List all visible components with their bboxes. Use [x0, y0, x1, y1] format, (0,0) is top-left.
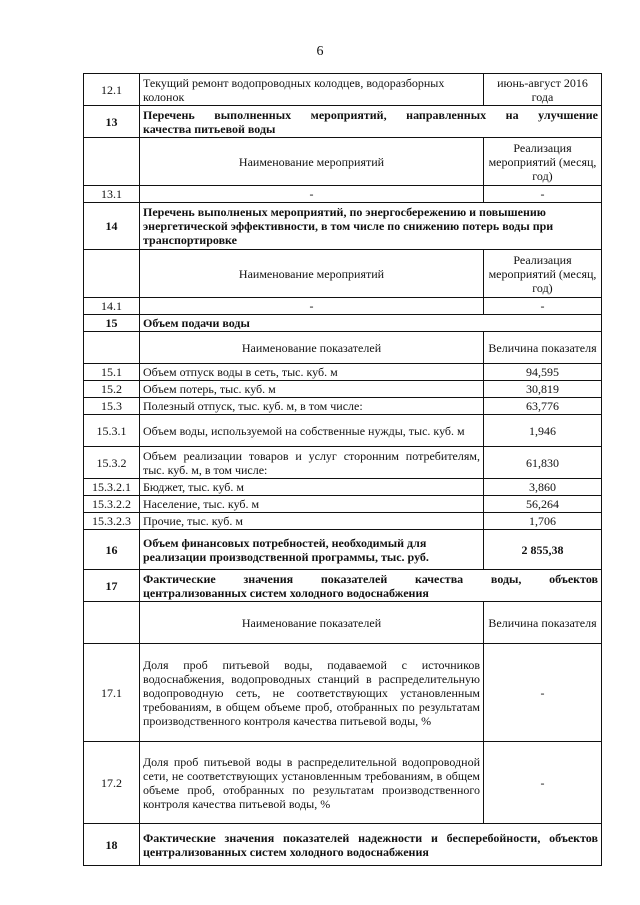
column-header: Реализация мероприятий (месяц, год): [484, 250, 602, 298]
row-number: 17.2: [84, 742, 140, 824]
table-row: [84, 742, 602, 824]
column-header: Величина показателя: [484, 332, 602, 364]
row-number: 15.3.1: [84, 415, 140, 447]
page-number: 6: [316, 44, 324, 59]
row-value: -: [484, 186, 602, 203]
section-header-row: [84, 824, 602, 866]
section-number: 17: [84, 570, 140, 602]
column-header: Наименование мероприятий: [140, 250, 484, 298]
table-row: [84, 364, 602, 381]
row-text: -: [140, 298, 484, 315]
row-text: Объем воды, используемой на собственные нужды, тыс. куб. м: [140, 415, 484, 447]
section-number: 13: [84, 106, 140, 138]
row-number: 16: [84, 530, 140, 570]
table-row: [84, 513, 602, 530]
section-header-row: [84, 570, 602, 602]
column-header: Наименование показателей: [140, 602, 484, 644]
row-text: -: [140, 186, 484, 203]
row-number: 14.1: [84, 298, 140, 315]
row-value: 63,776: [484, 398, 602, 415]
table-row: [84, 644, 602, 742]
row-number: 15.3.2: [84, 447, 140, 479]
row-text: Бюджет, тыс. куб. м: [140, 479, 484, 496]
row-value: -: [484, 644, 602, 742]
section-title-line: централизованных систем холодного водоснабжения: [143, 585, 429, 600]
row-value: -: [484, 298, 602, 315]
section-title-line: качества питьевой воды: [143, 121, 276, 136]
row-text: Доля проб питьевой воды, подаваемой с источников водоснабжения, водопроводных станций в распределительную водопроводную сеть, не соответствующих установленным требованиям, в общем объеме проб, отобранных по результатам производственного контроля качества питьевой воды, %: [140, 644, 484, 742]
column-header: Реализация мероприятий (месяц, год): [484, 138, 602, 186]
column-header-row: [84, 602, 602, 644]
row-value: июнь-август 2016 года: [484, 74, 602, 106]
column-header-row: [84, 138, 602, 186]
row-value: 30,819: [484, 381, 602, 398]
table-row: [84, 74, 602, 106]
row-number: 15.3.2.1: [84, 479, 140, 496]
row-number: 15.3.2.3: [84, 513, 140, 530]
section-number: 14: [84, 203, 140, 250]
row-text: Текущий ремонт водопроводных колодцев, водоразборных колонок: [140, 74, 484, 106]
section-title: Объем подачи воды: [140, 315, 602, 332]
section-title: Фактические значения показателей надежности и бесперебойности, объектов централизованных систем холодного водоснабжения: [140, 824, 602, 866]
table-row: [84, 398, 602, 415]
row-value: 61,830: [484, 447, 602, 479]
row-value: 56,264: [484, 496, 602, 513]
section-header-row: [84, 106, 602, 138]
row-text: Объем потерь, тыс. куб. м: [140, 381, 484, 398]
column-header: Наименование мероприятий: [140, 138, 484, 186]
row-text: Население, тыс. куб. м: [140, 496, 484, 513]
row-number: 17.1: [84, 644, 140, 742]
row-value: 3,860: [484, 479, 602, 496]
row-value: 94,595: [484, 364, 602, 381]
row-text: Полезный отпуск, тыс. куб. м, в том числе:: [140, 398, 484, 415]
row-number: 13.1: [84, 186, 140, 203]
row-number: 15.1: [84, 364, 140, 381]
row-value: -: [484, 742, 602, 824]
row-text: Доля проб питьевой воды в распределительной водопроводной сети, не соответствующих установленным требованиям, в общем объеме проб, отобранных по результатам производственного контроля качества питьевой воды, %: [140, 742, 484, 824]
table-row: [84, 447, 602, 479]
section-title: [140, 570, 602, 602]
column-header: Наименование показателей: [140, 332, 484, 364]
row-value: 1,946: [484, 415, 602, 447]
row-value: 1,706: [484, 513, 602, 530]
row-number: 15.3: [84, 398, 140, 415]
row-number: 15.2: [84, 381, 140, 398]
table-row: [84, 298, 602, 315]
table-row: [84, 186, 602, 203]
row-value: 2 855,38: [484, 530, 602, 570]
section-title: Перечень выполненых мероприятий, по энергосбережению и повышению энергетической эффективности, в том числе по снижению потерь воды при транспортировке: [140, 203, 602, 250]
column-header-row: [84, 332, 602, 364]
section-header-row: [84, 315, 602, 332]
section-number: 15: [84, 315, 140, 332]
table-row: [84, 381, 602, 398]
column-header: Величина показателя: [484, 602, 602, 644]
table-row: [84, 530, 602, 570]
section-title-line: Перечень выполненных мероприятий, направленных на улучшение: [143, 107, 598, 122]
row-text: Объем отпуск воды в сеть, тыс. куб. м: [140, 364, 484, 381]
row-text: Объем финансовых потребностей, необходимый для реализации производственной программы, тыс. руб.: [140, 530, 484, 570]
section-title-line: Фактические значения показателей качества воды, объектов: [143, 571, 598, 586]
row-number: 15.3.2.2: [84, 496, 140, 513]
section-header-row: [84, 203, 602, 250]
section-title: [140, 106, 602, 138]
row-text: Прочие, тыс. куб. м: [140, 513, 484, 530]
row-number: 12.1: [84, 74, 140, 106]
column-header-row: [84, 250, 602, 298]
table-row: [84, 479, 602, 496]
row-text: Объем реализации товаров и услуг сторонним потребителям, тыс. куб. м, в том числе:: [140, 447, 484, 479]
table-row: [84, 496, 602, 513]
section-number: 18: [84, 824, 140, 866]
report-table: [83, 73, 602, 866]
table-row: [84, 415, 602, 447]
